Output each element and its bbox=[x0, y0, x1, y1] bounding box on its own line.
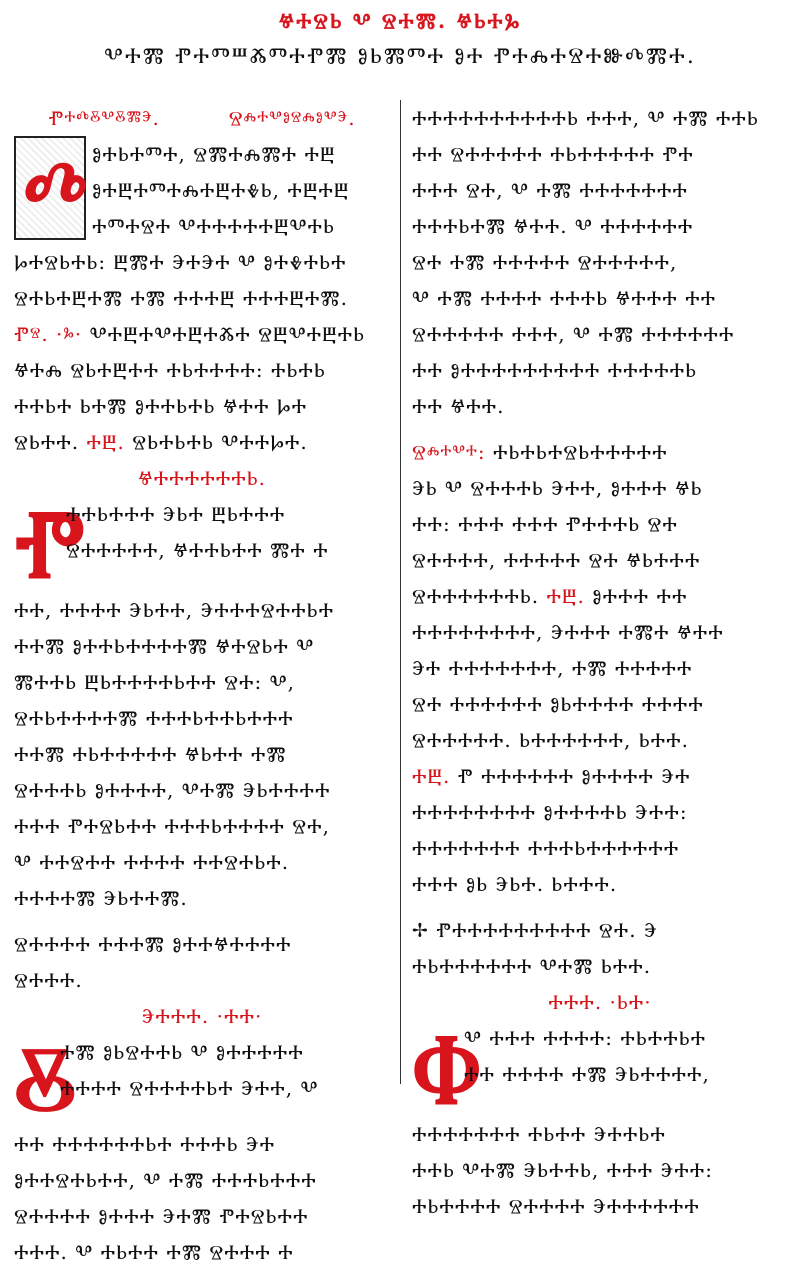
text-line: ⰀⰀⰀ. Ⰲ ⰀⰓⰀⰀ ⰀⰏ ⰔⰀⰀⰀ Ⰰ bbox=[14, 1240, 294, 1264]
text-line: ⰀⰀⰀⰀⰀⰀⰀ ⰀⰓⰀⰀ ⰅⰀⰀⰓⰀ bbox=[412, 1122, 666, 1146]
rubric: ⰀⰁ. bbox=[539, 584, 585, 608]
text-line: ⰀⰀⰀⰀ ⰔⰀⰀⰀⰀⰓⰀ ⰅⰀⰀ, Ⰲ bbox=[60, 1076, 319, 1100]
text-line: ⰔⰀⰀⰀⰀⰀ. ⰓⰀⰀⰀⰀⰀⰀ, ⰓⰀⰀ. bbox=[412, 728, 689, 752]
paragraph bbox=[14, 487, 390, 916]
text-line: ⰏⰀⰀⰓ ⰁⰓⰀⰀⰀⰀⰓⰀⰀ ⰔⰀ: Ⰲ, bbox=[14, 670, 296, 694]
text-line: ⰑⰀⰓⰀⰕⰀ, ⰔⰏⰀⰎⰏⰀ ⰀⰁ bbox=[92, 142, 336, 166]
text-line: ⰘⰀⰔⰓⰀⰓ: ⰁⰏⰀ ⰅⰀⰅⰀ Ⰲ ⰑⰀⰇⰀⰓⰀ bbox=[14, 250, 347, 274]
heading-left: Ⱂⰰⰴⰻⰲⰻⰿⰵ. bbox=[48, 106, 160, 130]
paragraph bbox=[412, 912, 788, 984]
text-line: ⰀⰀ ⰀⰀⰀⰀⰀⰀⰓⰀ ⰀⰀⰀⰓ ⰅⰀ bbox=[14, 1132, 276, 1156]
text-line: ⰅⰀ ⰀⰀⰀⰀⰀⰀⰀ, ⰀⰏ ⰀⰀⰀⰀⰀ bbox=[412, 656, 693, 680]
left-column bbox=[14, 100, 390, 1264]
text-line: ⰀⰀ ⰀⰀⰀⰀ ⰀⰏ ⰅⰓⰀⰀⰀⰀ, bbox=[464, 1062, 710, 1086]
paragraph bbox=[14, 1026, 390, 1270]
text-line: ⰀⰀ: ⰀⰀⰀ ⰀⰀⰀ ⰒⰀⰀⰀⰓ ⰔⰀ bbox=[412, 512, 678, 536]
rubric: Ⱂⱄ. ·ⰳ· bbox=[14, 322, 83, 346]
text-line: ⰀⰀⰀⰀⰀⰀⰀⰀ, ⰅⰀⰀⰀ ⰀⰏⰀ ⰝⰀⰀ bbox=[412, 620, 724, 644]
text-line: ⰝⰀⰎ ⰔⰓⰀⰁⰀⰀ ⰀⰓⰀⰀⰀⰀ: ⰀⰓⰀⰓ bbox=[14, 358, 326, 382]
rubric: ⰀⰁ. bbox=[79, 430, 125, 454]
text-line: ⰀⰀⰓⰀⰀⰀ ⰅⰓⰀ ⰁⰓⰀⰀⰀ bbox=[66, 502, 286, 526]
text-line: ⰔⰀⰀⰀⰓ ⰑⰀⰀⰀⰀ, ⰂⰀⰏ ⰅⰓⰀⰀⰀⰀ bbox=[14, 778, 331, 802]
paragraph bbox=[412, 758, 788, 902]
text-line: ⰀⰀⰀⰀⰏ ⰅⰓⰀⰀⰏ. bbox=[14, 886, 188, 910]
text-line: ⰀⰀⰀⰀⰀⰀⰀⰀ ⰑⰀⰀⰀⰀⰓ ⰅⰀⰀ: bbox=[412, 800, 688, 824]
red-initial-letter: Ⱂ bbox=[14, 487, 87, 600]
text-line: Ⰲ ⰀⰏ ⰀⰀⰀⰀ ⰀⰀⰀⰓ ⰝⰀⰀⰀ ⰀⰀ bbox=[412, 286, 717, 310]
text-line: Ⰲ ⰀⰀⰔⰀⰀ ⰀⰀⰀⰀ ⰀⰀⰔⰀⰓⰀ. bbox=[14, 850, 290, 874]
text-line: ⰔⰀⰀⰀⰀ, ⰀⰀⰀⰀⰀ ⰔⰀ ⰝⰓⰀⰀⰀ bbox=[412, 548, 701, 572]
text-line: ⰀⰀ ⰝⰀⰀ. bbox=[412, 394, 505, 418]
text-line: ⰑⰀⰁⰀⰕⰀⰎⰀⰁⰀⰇⰓ, ⰀⰁⰀⰁ bbox=[92, 178, 350, 202]
rubric: Ⱄⰾⰰⰲⰰ: bbox=[412, 440, 486, 464]
section-heading: ⰅⰀⰀⰀ. ·ⰀⰀ· bbox=[141, 1004, 263, 1028]
paragraph bbox=[14, 316, 390, 460]
text-line: ⰔⰀⰀⰀⰀⰀ ⰀⰀⰀ, Ⰲ ⰀⰏ ⰀⰀⰀⰀⰀⰀ bbox=[412, 322, 735, 346]
text-line: ⰀⰓⰀⰀⰀⰀⰀⰀ ⰂⰀⰏ ⰓⰀⰀ. bbox=[412, 954, 652, 978]
red-initial-letter: Ⱇ bbox=[412, 1011, 483, 1124]
text-line: ⰀⰀⰀ ⰒⰀⰔⰓⰀⰀ ⰀⰀⰀⰓⰀⰀⰀⰀ ⰔⰀ, bbox=[14, 814, 330, 838]
text-line: ⰀⰀ ⰔⰀⰀⰀⰀⰀ ⰀⰓⰀⰀⰀⰀⰀ ⰒⰀ bbox=[412, 142, 694, 166]
section-heading: ⰀⰀⰀ. ·ⰓⰀ· bbox=[548, 990, 652, 1014]
page-subtitle: ⰂⰀⰏ ⰒⰀⰕⰞⰆⰕⰀⰒⰏ ⰑⰓⰏⰕⰀ ⰑⰀ ⰒⰀⰎⰀⰔⰀⰖⰄⰏⰀ. bbox=[104, 44, 696, 69]
text-line: ⰀⰀⰀⰀⰀⰀⰀⰀⰀⰀⰓ ⰀⰀⰀ, Ⰲ ⰀⰏ ⰀⰀⰓ bbox=[412, 106, 759, 130]
text-line: ⰀⰏ ⰑⰓⰔⰀⰀⰓ Ⰲ ⰑⰀⰀⰀⰀⰀ bbox=[60, 1040, 304, 1064]
text-line: ⰔⰀⰀⰀ. bbox=[14, 968, 83, 992]
column-divider bbox=[400, 100, 401, 1084]
right-column bbox=[412, 100, 788, 1218]
text-line: ✢ ⰒⰀⰀⰀⰀⰀⰀⰀⰀⰀ ⰔⰀ. Ⰵ bbox=[412, 918, 658, 942]
text-line: ⰀⰁ. Ⱂ ⰀⰀⰀⰀⰀⰀ ⰑⰀⰀⰀⰀ ⰅⰀ bbox=[412, 764, 691, 788]
text-line: ⰀⰀⰏ ⰑⰀⰀⰓⰀⰀⰀⰀⰏ ⰝⰀⰔⰓⰀ Ⰲ bbox=[14, 634, 315, 658]
text-line: ⰔⰀⰀⰀⰀ ⰀⰀⰀⰏ ⰑⰀⰀⰝⰀⰀⰀⰀ bbox=[14, 932, 292, 956]
ornate-initial-letter: Ⰴ bbox=[14, 136, 86, 240]
text-line: Ⱄⰾⰰⰲⰰ: ⰀⰓⰀⰓⰀⰔⰓⰀⰀⰀⰀⰀ bbox=[412, 440, 668, 464]
text-line: Ⰲ ⰀⰀⰀ ⰀⰀⰀⰀ: ⰀⰓⰀⰀⰓⰀ bbox=[464, 1026, 707, 1050]
paragraph bbox=[14, 136, 390, 316]
text-line: Ⱂⱄ. ·ⰳ· ⰂⰀⰁⰀⰂⰀⰁⰀⰆⰀ ⰔⰁⰂⰀⰁⰀⰓ bbox=[14, 322, 366, 346]
text-line: ⰔⰀⰀⰀⰀⰀⰀⰓ. ⰀⰁ. ⰑⰀⰀⰀ ⰀⰀ bbox=[412, 584, 688, 608]
page-title: ⰝⰀⰔⰓ Ⰲ ⰔⰀⰏ. ⰝⰓⰀⰃ bbox=[278, 8, 522, 33]
paragraph bbox=[412, 1011, 788, 1224]
text-line: ⰀⰀⰓⰀ ⰓⰀⰏ ⰑⰀⰀⰓⰀⰓ ⰝⰀⰀ ⰘⰀ bbox=[14, 394, 308, 418]
text-line: ⰔⰀ ⰀⰀⰀⰀⰀⰀ ⰑⰓⰀⰀⰀⰀ ⰀⰀⰀⰀ bbox=[412, 692, 704, 716]
text-line: ⰀⰀ ⰑⰀⰀⰀⰀⰀⰀⰀⰀⰀ ⰀⰀⰀⰀⰀⰓ bbox=[412, 358, 698, 382]
text-line: ⰔⰀⰀⰀⰀⰀ, ⰝⰀⰀⰓⰀⰀ ⰏⰀ Ⰰ bbox=[66, 538, 329, 562]
section-heading bbox=[14, 100, 390, 136]
red-initial-letter: Ⰻ bbox=[14, 1026, 78, 1132]
text-line: ⰀⰕⰀⰔⰀ ⰂⰀⰀⰀⰀⰀⰁⰂⰀⰓ bbox=[92, 214, 335, 238]
rubric: ⰀⰁ. bbox=[412, 764, 451, 788]
text-line: ⰀⰀⰏ ⰀⰓⰀⰀⰀⰀⰀ ⰝⰓⰀⰀ ⰀⰏ bbox=[14, 742, 287, 766]
paragraph bbox=[412, 100, 788, 424]
text-line: ⰔⰀⰓⰀⰀⰀⰀⰏ ⰀⰀⰀⰓⰀⰀⰓⰀⰀⰀ bbox=[14, 706, 294, 730]
text-line: ⰀⰀⰀⰀⰀⰀⰀ ⰀⰀⰀⰓⰀⰀⰀⰀⰀⰀ bbox=[412, 836, 680, 860]
text-line: ⰔⰀ ⰀⰏ ⰀⰀⰀⰀⰀ ⰔⰀⰀⰀⰀⰀ, bbox=[412, 250, 678, 274]
section-heading: ⰝⰀⰀⰀⰀⰀⰀⰓ. bbox=[137, 466, 267, 490]
text-line: ⰅⰓ Ⰲ ⰔⰀⰀⰀⰓ ⰅⰀⰀ, ⰑⰀⰀⰀ ⰝⰓ bbox=[412, 476, 703, 500]
text-line: ⰑⰀⰀⰔⰀⰓⰀⰀ, Ⰲ ⰀⰏ ⰀⰀⰀⰓⰀⰀⰀ bbox=[14, 1168, 317, 1192]
text-line: ⰔⰀⰓⰀⰁⰀⰏ ⰀⰏ ⰀⰀⰀⰁ ⰀⰀⰀⰁⰀⰏ. bbox=[14, 286, 348, 310]
text-line: ⰀⰀ, ⰀⰀⰀⰀ ⰅⰓⰀⰀ, ⰅⰀⰀⰀⰔⰀⰀⰓⰀ bbox=[14, 598, 335, 622]
paragraph bbox=[412, 434, 788, 758]
text-line: ⰀⰓⰀⰀⰀⰀ ⰔⰀⰀⰀⰀ ⰅⰀⰀⰀⰀⰀⰀ bbox=[412, 1194, 700, 1218]
text-line: ⰔⰀⰀⰀⰀ ⰑⰀⰀⰀ ⰅⰀⰏ ⰒⰀⰔⰓⰀⰀ bbox=[14, 1204, 309, 1228]
paragraph bbox=[14, 926, 390, 998]
heading-right: Ⱄⰾⰰⰲⱁⱄⰾⱁⰲⰵ. bbox=[228, 106, 356, 130]
text-line: ⰀⰀⰀⰓⰀⰏ ⰝⰀⰀ. Ⰲ ⰀⰀⰀⰀⰀⰀ bbox=[412, 214, 694, 238]
text-line: ⰔⰓⰀⰀ. ⰀⰁ. ⰔⰓⰀⰓⰀⰓ ⰂⰀⰀⰘⰀ. bbox=[14, 430, 308, 454]
text-line: ⰀⰀⰀ ⰔⰀ, Ⰲ ⰀⰏ ⰀⰀⰀⰀⰀⰀⰀ bbox=[412, 178, 688, 202]
text-line: ⰀⰀⰀ ⰑⰓ ⰅⰓⰀ. ⰓⰀⰀⰀ. bbox=[412, 872, 618, 896]
text-line: ⰀⰀⰓ ⰂⰀⰏ ⰅⰓⰀⰀⰓ, ⰀⰀⰀ ⰅⰀⰀ: bbox=[412, 1158, 714, 1182]
